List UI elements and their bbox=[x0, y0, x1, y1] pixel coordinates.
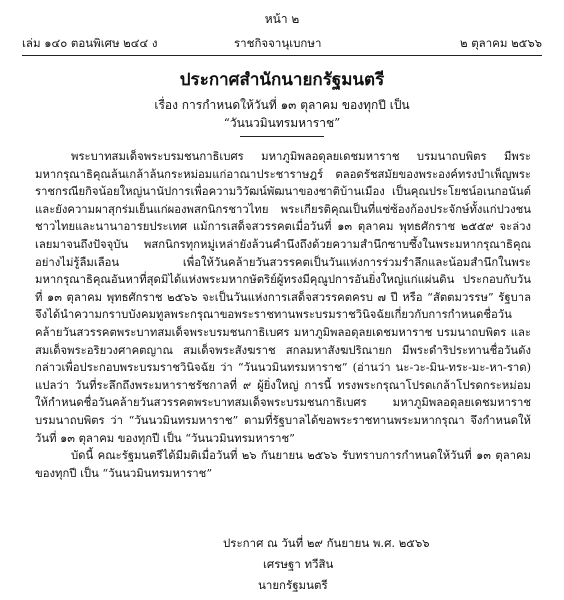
header-divider bbox=[22, 55, 542, 56]
gazette-header bbox=[22, 35, 542, 51]
signatory-position: นายกรัฐมนตรี bbox=[258, 578, 328, 592]
subject-line: เรื่อง การกำหนดให้วันที่ ๑๓ ตุลาคม ของทุกปี เป็น bbox=[154, 98, 410, 112]
announcement-date: ประกาศ ณ วันที่ ๒๙ กันยายน พ.ศ. ๒๕๖๖ bbox=[223, 536, 430, 550]
subject-quote: “วันนวมินทรมหาราช” bbox=[223, 116, 341, 130]
body-paragraph: พระบาทสมเด็จพระบรมชนกาธิเบศร มหาภูมิพลอดุลยเดชมหาราช บรมนาถบพิตร มีพระมหากรุณาธิคุณล้นเกล้าล้นกระหม่อมแก่อาณาประชาราษฎร์ ตลอดรัชสมัยของพระองค์ทรงบำเพ็ญพระราชกรณียกิจน้อยใหญ่นานัปการเพื่อความวิวัฒน์พัฒนาของชาติบ้านเมือง เป็นคุณประโยชน์อเนกอนันต์และยังความผาสุกร่มเย็นแก่ผองพสกนิกรชาวไทย พระเกียรติคุณเป็นที่แซ่ซ้องก้องประจักษ์ทั้งแก่ปวงชนชาวไทยและนานาอารยประเทศ แม้การเสด็จสวรรคตเมื่อวันที่ ๑๓ ตุลาคม พุทธศักราช ๒๕๕๙ จะล่วงเลยมาจนถึงปัจจุบัน พสกนิกรทุกหมู่เหล่ายังล้วนคำนึงถึงด้วยความสำนึกซาบซึ้งในพระมหากรุณาธิคุณอย่างไม่รู้ลืมเลือน เพื่อให้วันคล้ายวันสวรรคตเป็นวันแห่งการร่วมรำลึกและน้อมสำนึกในพระมหากรุณาธิคุณอันหาที่สุดมิได้แห่งพระมหากษัตริย์ผู้ทรงมีคุณูปการอันยิ่งใหญ่แก่แผ่นดิน ประกอบกับวันที่ ๑๓ ตุลาคม พุทธศักราช ๒๕๖๖ จะเป็นวันแห่งการเสด็จสวรรคตครบ ๗ ปี หรือ “สัตตมวรรษ” รัฐบาลจึงได้นำความกราบบังคมทูลพระกรุณาขอพระราชทานพระบรมราชวินิจฉัยเกี่ยวกับการกำหนดชื่อวันคล้ายวันสวรรคตพระบาทสมเด็จพระบรมชนกาธิเบศร มหาภูมิพลอดุลยเดชมหาราช บรมนาถบพิตร และสมเด็จพระอริยวงศาคตญาณ สมเด็จพระสังฆราช สกลมหาสังฆปริณายก มีพระดำริประทานชื่อวันดังกล่าวเพื่อประกอบพระบรมราชวินิจฉัย ว่า “วันนวมินทรมหาราช” (อ่านว่า นะ-วะ-มิน-ทระ-มะ-หา-ราด) แปลว่า วันที่ระลึกถึงพระมหาราชรัชกาลที่ ๙ ผู้ยิ่งใหญ่ การนี้ ทรงพระกรุณาโปรดเกล้าโปรดกระหม่อมให้กำหนดชื่อวันคล้ายวันสวรรคตพระบาทสมเด็จพระบรมชนกาธิเบศร มหาภูมิพลอดุลยเดชมหาราช บรมนาถบพิตร ว่า “วันนวมินทรมหาราช” ตามที่รัฐบาลได้ขอพระราชทานพระมหากรุณา จึงกำหนดให้วันที่ ๑๓ ตุลาคม ของทุกปี เป็น “วันนวมินทรมหาราช” bbox=[35, 150, 531, 445]
publication-name: ราชกิจจานุเบกษา bbox=[234, 36, 322, 50]
page-number: หน้า ๒ bbox=[264, 12, 300, 26]
body-paragraph: บัดนี้ คณะรัฐมนตรีได้มีมติเมื่อวันที่ ๒๖ กันยายน ๒๕๖๖ รับทราบการกำหนดให้วันที่ ๑๓ ตุลาคม ของทุกปี เป็น “วันนวมินทรมหาราช” bbox=[35, 449, 531, 480]
publication-date: ๒ ตุลาคม ๒๕๖๖ bbox=[459, 36, 542, 50]
signatory-name: เศรษฐา ทวีสิน bbox=[263, 557, 334, 571]
volume-info: เล่ม ๑๔๐ ตอนพิเศษ ๒๔๔ ง bbox=[22, 36, 158, 50]
announcement-title: ประกาศสำนักนายกรัฐมนตรี bbox=[179, 70, 385, 90]
announcement-body bbox=[35, 148, 531, 482]
title-divider bbox=[240, 136, 324, 137]
